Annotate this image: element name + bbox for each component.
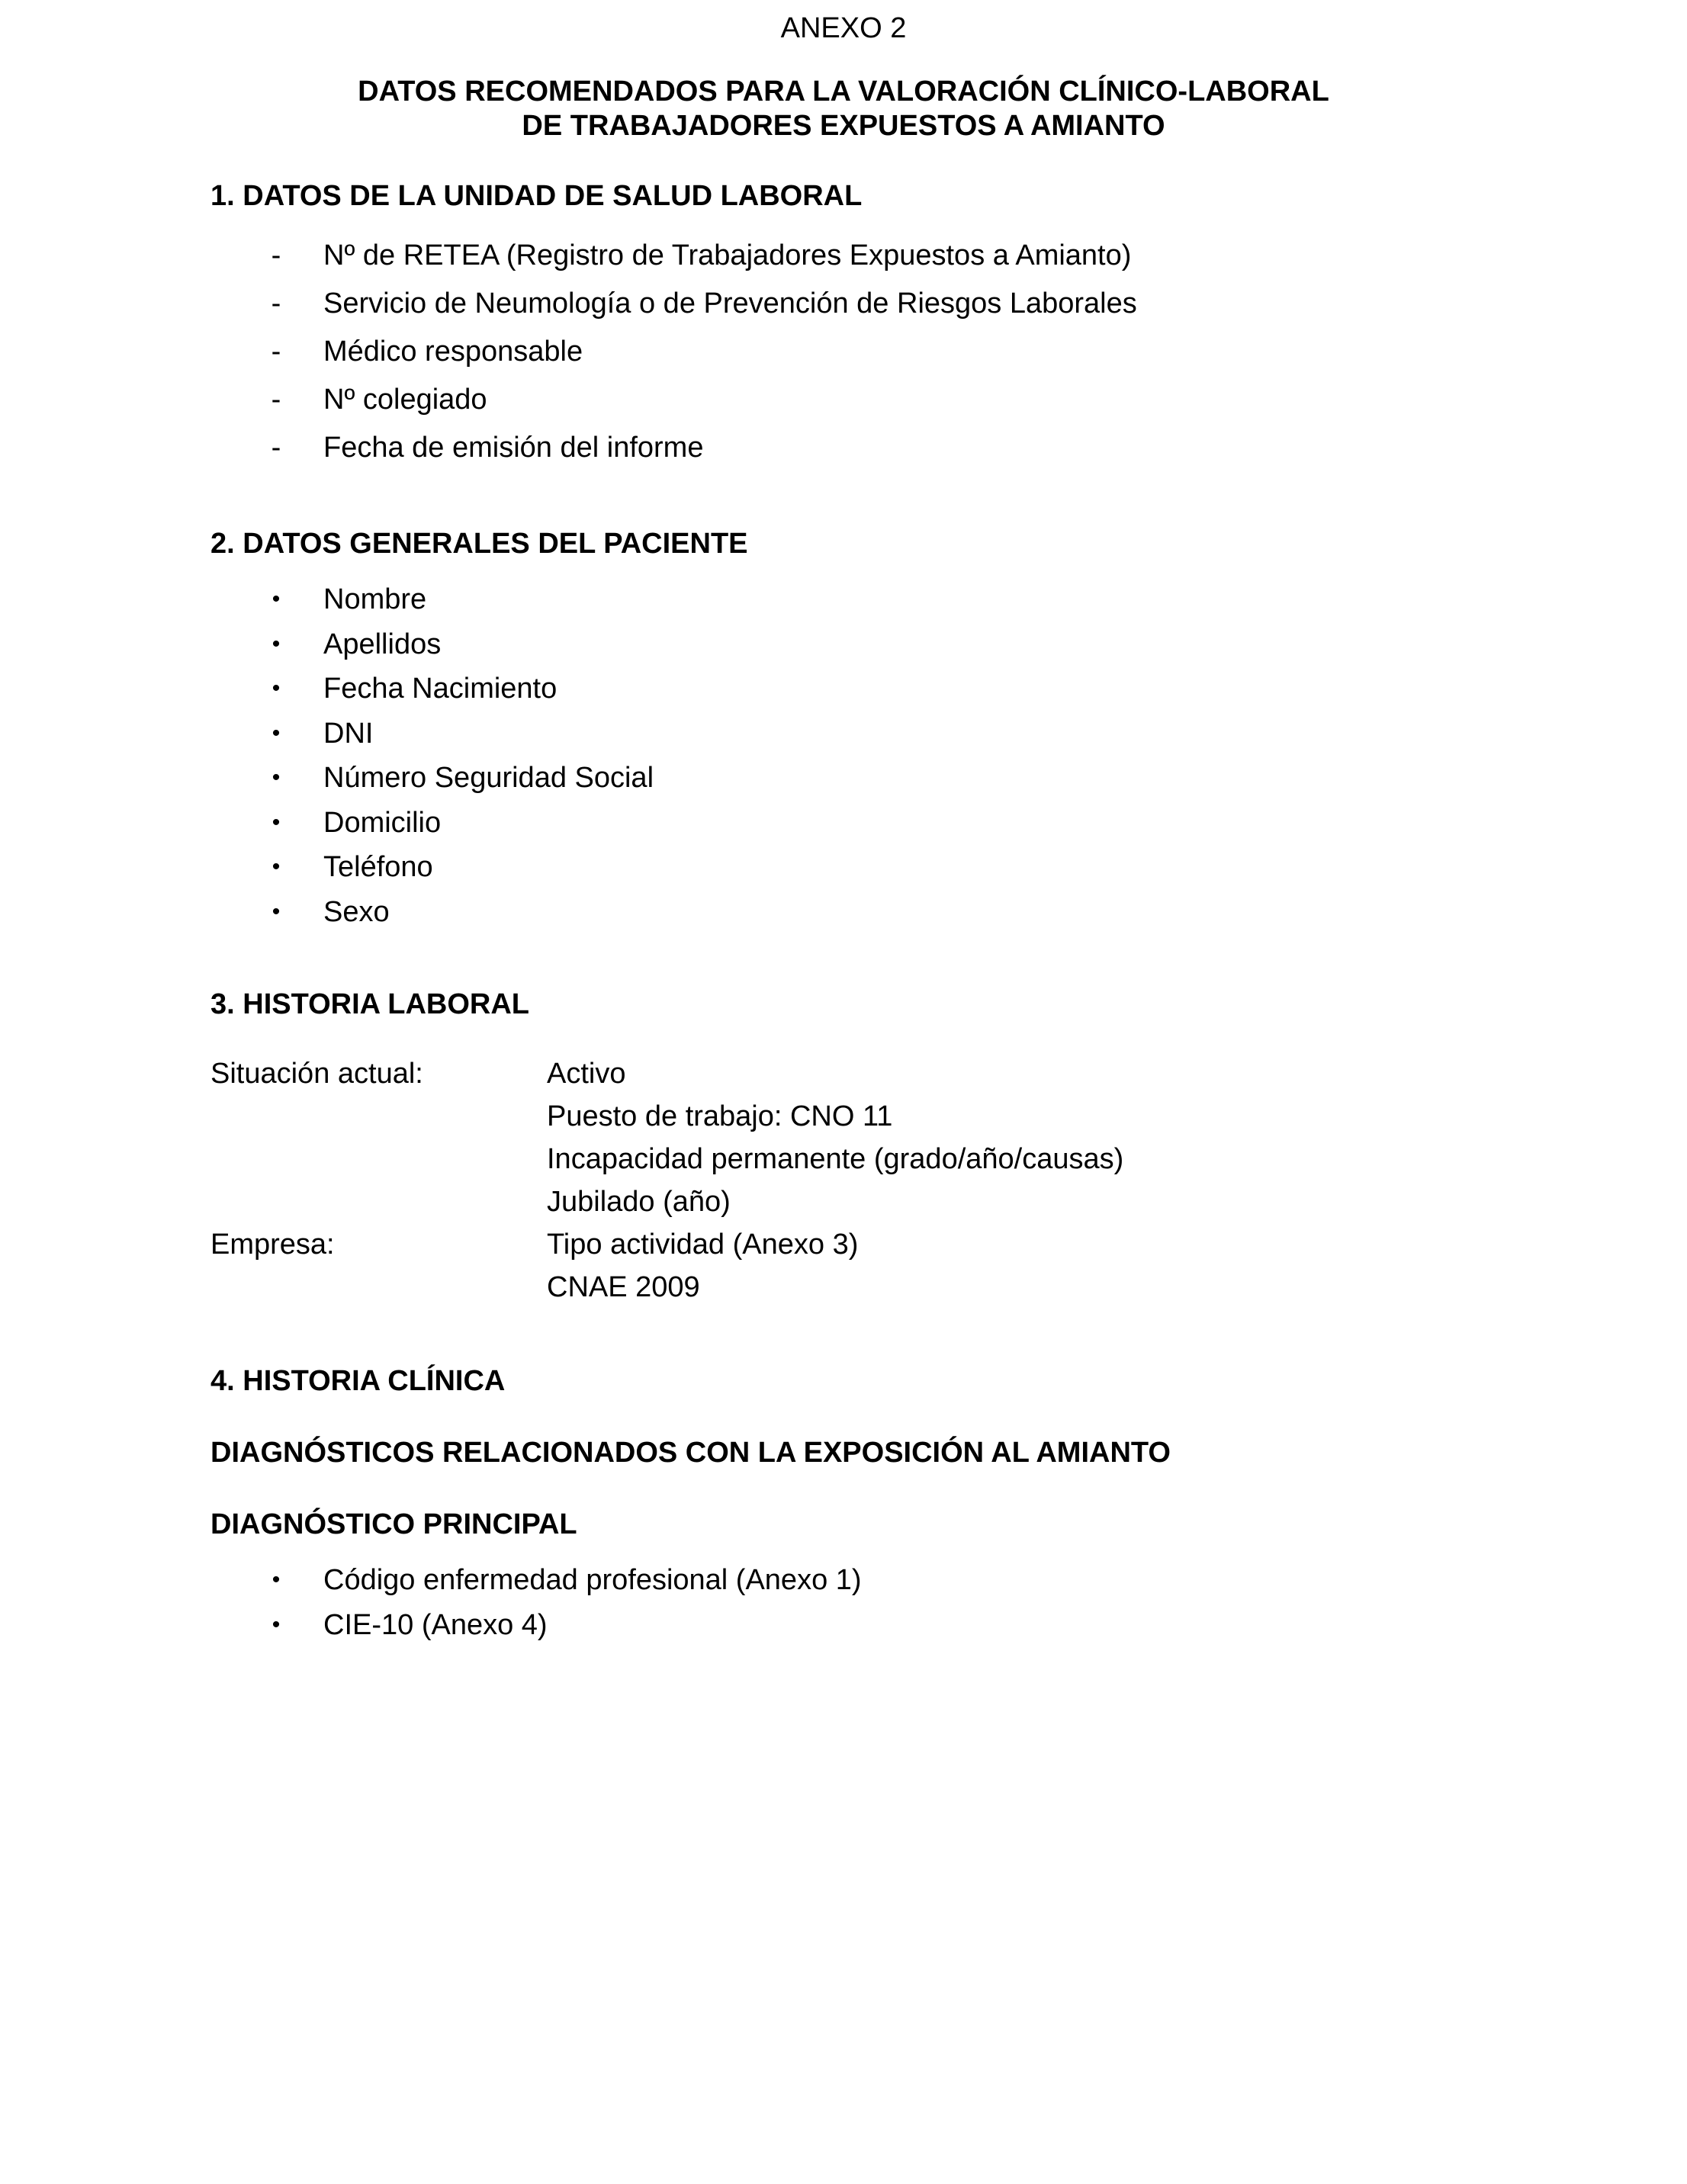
- list-item: [268, 1563, 862, 1608]
- work-history-value: CNAE 2009: [547, 1271, 700, 1303]
- section-3-heading: 3. HISTORIA LABORAL: [210, 988, 530, 1020]
- bullet-marker: •: [272, 586, 281, 612]
- list-item: [268, 672, 654, 717]
- bullet-marker: •: [272, 1567, 281, 1592]
- work-history-label: Situación actual:: [210, 1058, 423, 1090]
- dash-marker: -: [271, 384, 281, 416]
- bullet-marker: •: [272, 1611, 281, 1637]
- list-item-text: Nº colegiado: [323, 384, 487, 416]
- document-title: [0, 75, 1687, 143]
- document-title-line-2: DE TRABAJADORES EXPUESTOS A AMIANTO: [522, 110, 1165, 142]
- list-item-text: Apellidos: [323, 628, 442, 660]
- work-history-value: Activo: [547, 1058, 626, 1090]
- section-2-list: [268, 583, 654, 939]
- work-history-value: Puesto de trabajo: CNO 11: [547, 1100, 893, 1132]
- list-item-text: Teléfono: [323, 851, 433, 883]
- list-item: [268, 239, 1137, 287]
- main-diagnosis-subheading: DIAGNÓSTICO PRINCIPAL: [210, 1508, 577, 1540]
- list-item: [268, 335, 1137, 383]
- dash-marker: -: [271, 432, 281, 464]
- list-item: [268, 761, 654, 806]
- list-item: [268, 628, 654, 673]
- list-item: [268, 287, 1137, 335]
- list-item-text: Fecha de emisión del informe: [323, 432, 704, 464]
- list-item-text: DNI: [323, 717, 374, 750]
- list-item: [268, 383, 1137, 431]
- bullet-marker: •: [272, 720, 281, 746]
- list-item-text: Fecha Nacimiento: [323, 673, 558, 705]
- list-item: [268, 1608, 862, 1653]
- list-item-text: Nº de RETEA (Registro de Trabajadores Expuestos a Amianto): [323, 239, 1132, 271]
- annex-label: ANEXO 2: [780, 12, 907, 44]
- work-history-value: Tipo actividad (Anexo 3): [547, 1228, 859, 1261]
- list-item: [268, 717, 654, 762]
- list-item-text: Domicilio: [323, 806, 442, 839]
- section-4-list: [268, 1563, 862, 1652]
- bullet-marker: •: [272, 854, 281, 879]
- bullet-marker: •: [272, 809, 281, 835]
- bullet-marker: •: [272, 631, 281, 657]
- section-4-heading: 4. HISTORIA CLÍNICA: [210, 1365, 506, 1397]
- list-item: [268, 431, 1137, 479]
- list-item-text: Nombre: [323, 583, 427, 615]
- document-title-line-1: DATOS RECOMENDADOS PARA LA VALORACIÓN CLÍNICO-LABORAL: [358, 75, 1329, 108]
- section-2-heading: 2. DATOS GENERALES DEL PACIENTE: [210, 528, 748, 560]
- list-item-text: Número Seguridad Social: [323, 762, 654, 794]
- work-history-value: Incapacidad permanente (grado/año/causas): [547, 1143, 1124, 1175]
- list-item: [268, 806, 654, 851]
- list-item-text: Código enfermedad profesional (Anexo 1): [323, 1564, 862, 1596]
- bullet-marker: •: [272, 898, 281, 924]
- list-item-text: Sexo: [323, 895, 390, 928]
- list-item: [268, 583, 654, 628]
- section-1-list: [268, 239, 1137, 479]
- list-item-text: Servicio de Neumología o de Prevención de Riesgos Laborales: [323, 287, 1137, 320]
- section-1-heading: 1. DATOS DE LA UNIDAD DE SALUD LABORAL: [210, 180, 863, 212]
- list-item-text: CIE-10 (Anexo 4): [323, 1608, 548, 1641]
- bullet-marker: •: [272, 676, 281, 701]
- list-item: [268, 850, 654, 895]
- list-item-text: Médico responsable: [323, 336, 583, 368]
- bullet-marker: •: [272, 765, 281, 790]
- dash-marker: -: [271, 336, 281, 368]
- diagnoses-subheading: DIAGNÓSTICOS RELACIONADOS CON LA EXPOSICIÓN AL AMIANTO: [210, 1437, 1171, 1469]
- list-item: [268, 895, 654, 940]
- dash-marker: -: [271, 239, 281, 271]
- work-history-value: Jubilado (año): [547, 1186, 731, 1218]
- work-history-label: Empresa:: [210, 1228, 335, 1261]
- dash-marker: -: [271, 287, 281, 320]
